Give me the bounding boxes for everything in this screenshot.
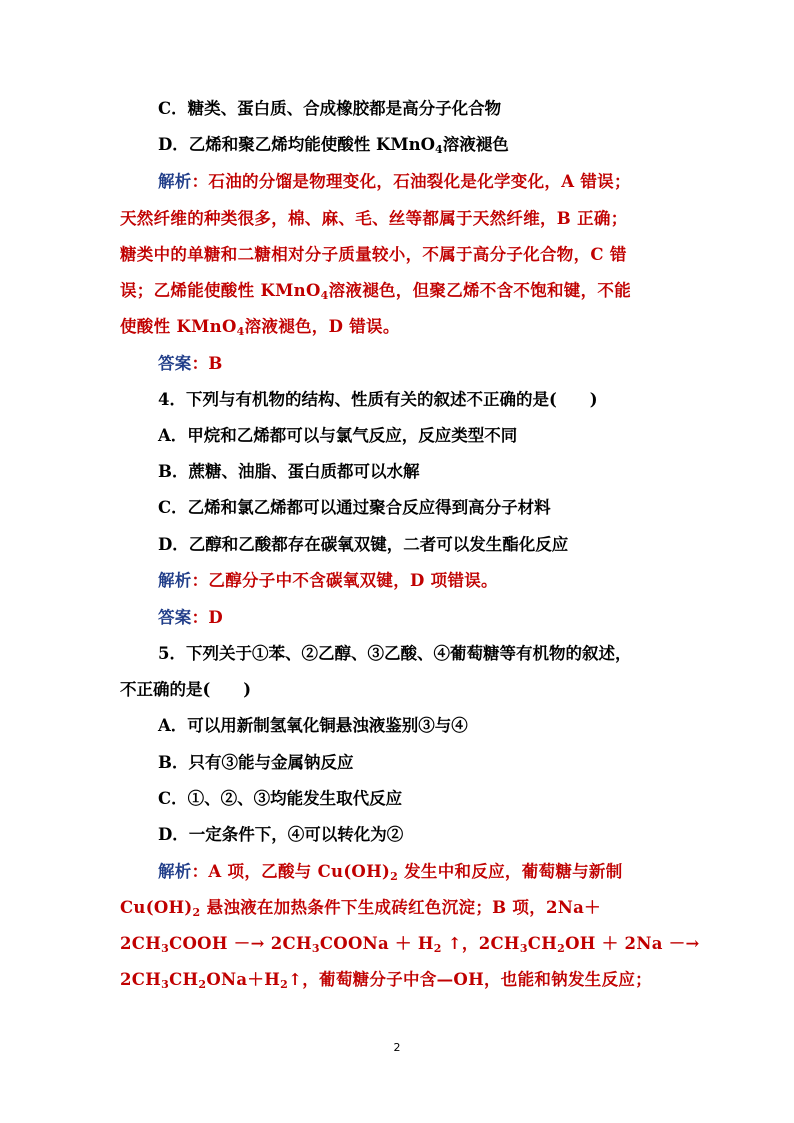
answer-4: 答案：D [158, 608, 224, 627]
option-5d: D．一定条件下，④可以转化为② [158, 825, 404, 844]
option-3d: D．乙烯和聚乙烯均能使酸性 KMnO$_4$溶液褪色 [158, 135, 509, 156]
analysis-5-line-1: 解析：A 项，乙酸与 $Cu(OH)_2$ 发生中和反应，葡萄糖与新制 [158, 862, 623, 883]
option-5b: B．只有③能与金属钠反应 [158, 753, 354, 772]
question-5-line-2: 不正确的是( ) [120, 680, 252, 699]
option-5c: C．①、②、③均能发生取代反应 [158, 789, 403, 808]
page-number: 2 [393, 1041, 401, 1054]
option-3c: C．糖类、蛋白质、合成橡胶都是高分子化合物 [158, 99, 502, 118]
analysis-3-line-5: 使酸性 KMnO$_4$溶液褪色，D 错误。 [120, 317, 400, 338]
option-5a: A．可以用新制氢氧化铜悬浊液鉴别③与④ [158, 716, 468, 735]
option-4b: B．蔗糖、油脂、蛋白质都可以水解 [158, 462, 420, 481]
analysis-3-line-4: 误；乙烯能使酸性 KMnO$_4$溶液褪色，但聚乙烯不含不饱和键，不能 [120, 281, 631, 302]
analysis-5-line-2: $Cu(OH)_2$ 悬浊液在加热条件下生成砖红色沉淀；B 项，2Na＋ [120, 898, 601, 919]
analysis-3-line-2: 天然纤维的种类很多，棉、麻、毛、丝等都属于天然纤维，B 正确； [120, 209, 628, 228]
analysis-3-line-3: 糖类中的单糖和二糖相对分子质量较小，不属于高分子化合物，C 错 [120, 245, 627, 264]
option-4d: D．乙醇和乙酸都存在碳氧双键，二者可以发生酯化反应 [158, 535, 569, 554]
question-5-line-1: 5．下列关于①苯、②乙醇、③乙酸、④葡萄糖等有机物的叙述， [158, 644, 632, 663]
question-4: 4．下列与有机物的结构、性质有关的叙述不正确的是( ) [158, 390, 598, 409]
analysis-3-line-1: 解析：石油的分馏是物理变化，石油裂化是化学变化，A 错误； [158, 172, 631, 191]
option-4c: C．乙烯和氯乙烯都可以通过聚合反应得到高分子材料 [158, 498, 551, 517]
option-4a: A．甲烷和乙烯都可以与氯气反应，反应类型不同 [158, 426, 518, 445]
analysis-4: 解析：乙醇分子中不含碳氧双键，D 项错误。 [158, 571, 498, 590]
analysis-5-line-4: $2CH_3CH_2ONa+H_2↑$，葡萄糖分子中含—OH，也能和钠发生反应； [120, 970, 652, 991]
answer-3: 答案：B [158, 354, 223, 373]
analysis-5-line-3: $2CH_3COOH$ －→ $2CH_3COONa + H_2$ ↑，$2CH_3CH_2OH + 2Na$ －→ [120, 934, 700, 955]
